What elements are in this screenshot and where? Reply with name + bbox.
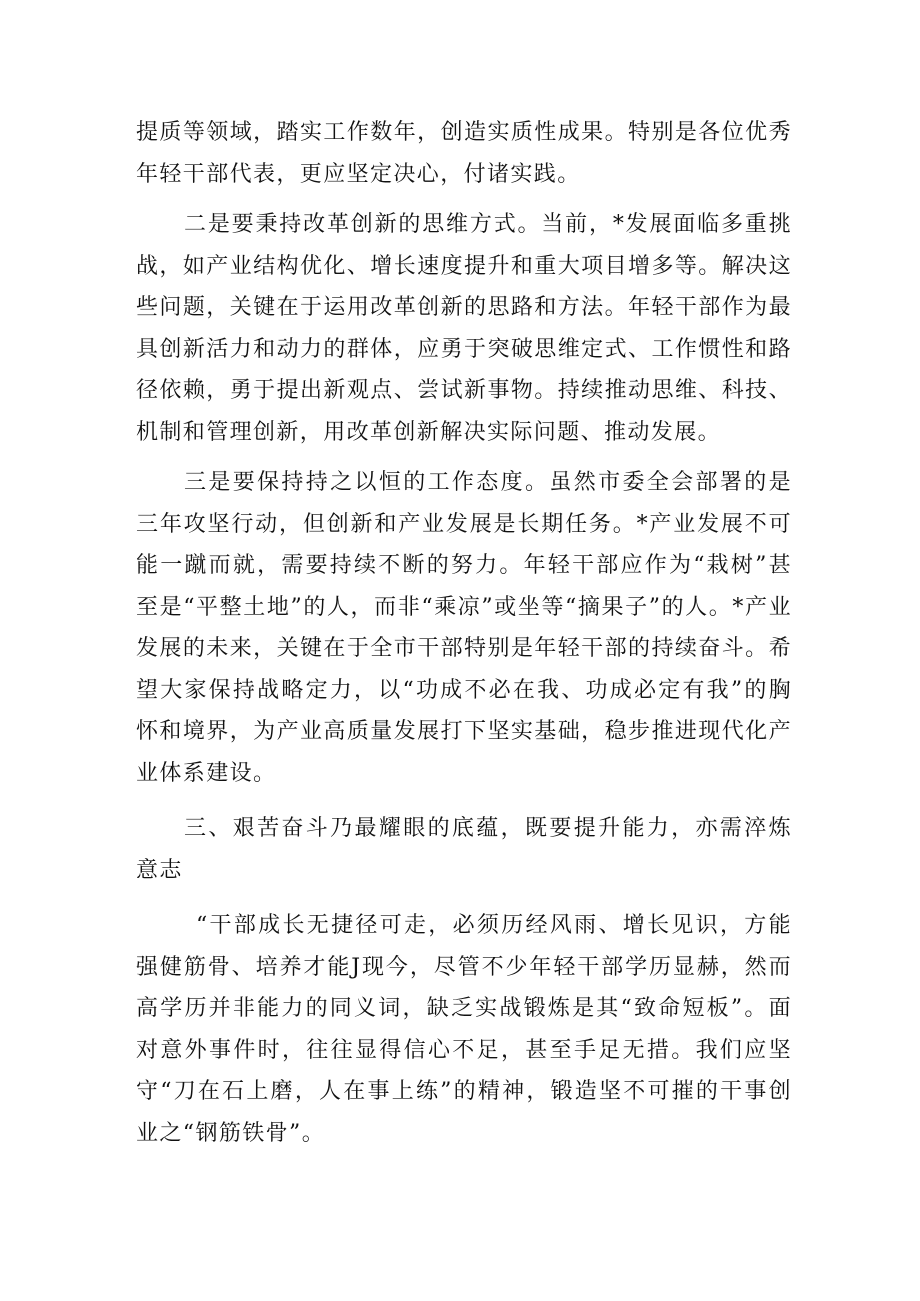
paragraph-cadre-growth: “干部成长无捷径可走，必须历经风雨、增长见识，方能强健筋骨、培养才能J现今，尽管不少年轻干部学历显赫，然而高学历并非能力的同义词，缺乏实战锻炼是其“致命短板”。面对意外事件时，往往显得信心不足，甚至手足无措。我们应坚守“刀在石上磨，人在事上练”的精神，锻造坚不可摧的干事创业之“钢筋铁骨”。 (136, 913, 792, 1146)
paragraph-continuation: 提质等领域，踏实工作数年，创造实质性成果。特别是各位优秀年轻干部代表，更应坚定决心，付诸实践。 (136, 120, 792, 187)
paragraph-perseverance: 三是要保持持之以恒的工作态度。虽然市委全会部署的是三年攻坚行动，但创新和产业发展是长期任务。*产业发展不可能一蹴而就，需要持续不断的努力。年轻干部应作为“栽树”甚至是“平整土地”的人，而非“乘凉”或坐等“摘果子”的人。*产业发展的未来，关键在于全市干部特别是年轻干部的持续奋斗。希望大家保持战略定力，以“功成不必在我、功成必定有我”的胸怀和境界，为产业高质量发展打下坚实基础，稳步推进现代化产业体系建设。 (136, 470, 792, 786)
section-heading: 三、艰苦奋斗乃最耀眼的底蕴，既要提升能力，亦需淬炼意志 (136, 816, 792, 883)
document-body (136, 112, 792, 1154)
paragraph-innovation: 二是要秉持改革创新的思维方式。当前，*发展面临多重挑战，如产业结构优化、增长速度提升和重大项目增多等。解决这些问题，关键在于运用改革创新的思路和方法。年轻干部作为最具创新活力和动力的群体，应勇于突破思维定式、工作惯性和路径依赖，勇于提出新观点、尝试新事物。持续推动思维、科技、机制和管理创新，用改革创新解决实际问题、推动发展。 (136, 212, 792, 445)
